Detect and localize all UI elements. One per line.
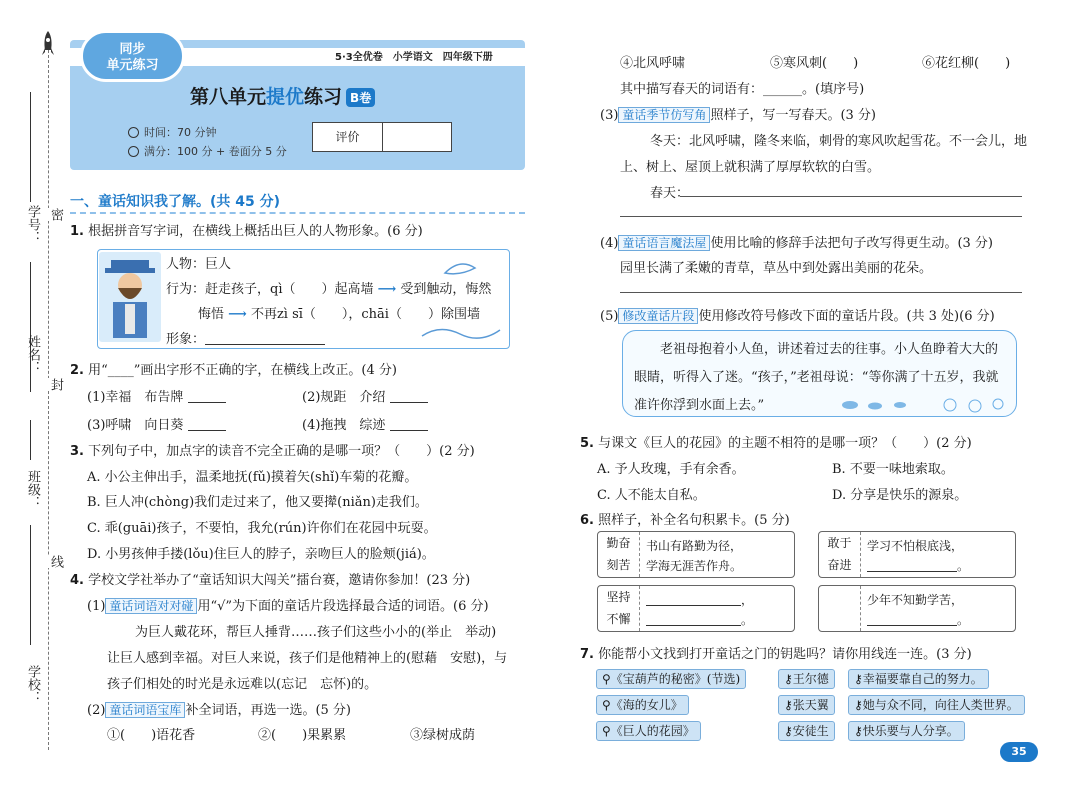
q5-stem: [580, 432, 972, 451]
key-icon: ⚷: [784, 672, 793, 686]
author-key-2[interactable]: [778, 695, 835, 715]
cut-mark-2: 封: [48, 378, 63, 391]
q2-item-4: [302, 414, 428, 433]
time-text: 时间：70 分钟: [144, 126, 217, 139]
author-key-3[interactable]: [778, 721, 835, 741]
q1-text: 根据拼音写字词，在横线上概括出巨人的人物形象。(6 分): [88, 224, 423, 239]
q4-s2-tag: 童话词语宝库: [105, 702, 185, 718]
q4-s3-tag: 童话季节仿写角: [618, 107, 710, 123]
q7-stem: [580, 643, 972, 662]
metaphor-answer-line[interactable]: [620, 292, 1022, 293]
key-icon: ⚷: [854, 698, 863, 712]
q4-s3-winter-2: 上、树上、屋顶上就积满了厚厚软软的白雪。: [620, 160, 881, 175]
q6-stem: [580, 509, 790, 528]
q4-text: 学校文学社举办了“童话知识大闯关”擂台赛，邀请你参加！(23 分): [88, 573, 471, 588]
q2-blank-2[interactable]: [390, 391, 428, 403]
theme-2: 她与众不同，向往人类世界。: [862, 698, 1019, 712]
q4-s1-p1: 为巨人戴花环，帮巨人捶背……孩子们这些小小的(举止 举动): [135, 625, 497, 640]
q1-row3: [198, 303, 480, 322]
card-3-right: [646, 590, 753, 630]
series-label: 5·3全优卷 小学语文 四年级下册: [335, 52, 493, 63]
q4-s4-tag: 童话语言魔法屋: [618, 235, 710, 251]
q2-stem: [70, 359, 397, 378]
q5-option-d[interactable]: D. 分享是快乐的源泉。: [832, 488, 968, 503]
card-4-blank[interactable]: [867, 614, 957, 626]
theme-3: 快乐要与人分享。: [862, 724, 959, 738]
book-key-1[interactable]: [596, 669, 746, 689]
key-icon: ⚷: [854, 724, 863, 738]
q4-s4-text: 使用比喻的修辞手法把句子改写得更生动。(3 分): [710, 236, 993, 251]
fish-shell-icon: [830, 397, 1010, 413]
quote-card-2: [818, 531, 1016, 578]
quote-card-3: [597, 585, 795, 632]
eval-label: 评价: [313, 123, 383, 151]
q1-num: 1.: [70, 224, 84, 239]
title-badge: B卷: [346, 88, 375, 107]
q4-s2-item-3: ③绿树成荫: [410, 728, 476, 743]
unit-badge: [80, 30, 185, 82]
section-divider: [70, 212, 525, 214]
q1-row1: 人物：巨人: [166, 257, 232, 272]
q4-s1-p2: 让巨人感到幸福。对巨人来说，孩子们是他精神上的(慰藉 安慰)，与: [107, 651, 508, 666]
q1-row3b: 不再zì sī（ ），chāi（ ）除围墙: [250, 307, 480, 322]
card-3-left: [598, 586, 640, 631]
giant-illustration: [99, 252, 161, 342]
card-3-r1: ，: [741, 593, 754, 607]
q4-s5-text: 使用修改符号修改下面的童话片段。(共 3 处)(6 分): [698, 309, 995, 324]
score-info: [128, 143, 287, 159]
q4-s1-tag: 童话词语对对碰: [105, 598, 197, 614]
id-label: 学号：: [25, 205, 40, 244]
card-2-r2-line[interactable]: [867, 556, 969, 576]
q1-row2: [166, 278, 491, 297]
q1-row4-label: 形象：: [166, 332, 206, 347]
key-icon: ⚷: [854, 672, 863, 686]
card-1-left: [598, 532, 640, 577]
q4-stem: [70, 569, 470, 588]
card-2-l2: 奋进: [827, 558, 852, 572]
author-2: 张天翼: [792, 698, 829, 712]
arrow-icon: ⟶: [228, 307, 247, 322]
card-1-l1: 勤奋: [606, 536, 631, 550]
q1-answer-line[interactable]: [205, 333, 325, 345]
vine-icon: [420, 322, 505, 342]
name-label: 姓名：: [25, 335, 40, 374]
class-label: 班级：: [25, 470, 40, 509]
q5-option-b[interactable]: B. 不要一味地索取。: [832, 462, 954, 477]
card-1-r2: 学海无涯苦作舟。: [646, 559, 743, 573]
section-title: 一、童话知识我了解。(共 45 分): [70, 194, 281, 210]
q2-item-2-text: (2)规距 介绍: [302, 390, 386, 405]
card-4-r1: 少年不知勤学苦，: [867, 593, 964, 607]
score-text: 满分：100 分 + 卷面分 5 分: [144, 145, 287, 158]
book-2: 《海的女儿》: [610, 698, 683, 712]
q4-s2-fill[interactable]: 其中描写春天的词语有：______。(填序号): [620, 82, 865, 97]
q4-s2-item-2[interactable]: ②( )果累累: [258, 728, 347, 743]
q4-s5-pre: (5): [600, 309, 619, 324]
q5-option-c[interactable]: C. 人不能太自私。: [597, 488, 706, 503]
q4-s2-text: 补全词语，再选一选。(5 分): [185, 703, 351, 718]
book-key-3[interactable]: [596, 721, 701, 741]
title-part-b: 提优: [266, 86, 305, 108]
q4-s5-p1[interactable]: 老祖母抱着小人鱼，讲述着过去的往事。小人鱼睁着大大的: [660, 342, 999, 357]
check-icon: [128, 146, 139, 157]
q1-row3a: 悔悟: [198, 307, 225, 322]
q4-s3-spring: 春天：: [650, 186, 690, 201]
q1-row2a: 行为：赶走孩子，qì（ ）起高墙: [166, 282, 374, 297]
quote-card-1: [597, 531, 795, 578]
card-2-blank[interactable]: [867, 560, 957, 572]
id-blank[interactable]: [30, 92, 31, 202]
q4-s2-item-4: ④北风呼啸: [620, 56, 686, 71]
spring-answer-line-1[interactable]: [680, 196, 1022, 197]
arrow-icon: ⟶: [377, 282, 397, 297]
key-icon: ⚲: [602, 672, 611, 686]
q3-text: 下列句子中，加点字的读音不完全正确的是哪一项？（ ）(2 分): [88, 444, 475, 459]
clock-icon: [128, 127, 139, 138]
title-part-a: 第八单元: [190, 86, 267, 108]
key-icon: ⚲: [602, 724, 611, 738]
q2-text: 用“____”画出字形不正确的字，在横线上改正。(4 分): [88, 363, 397, 378]
card-3-r2-line[interactable]: [646, 610, 753, 630]
q7-num: 7.: [580, 647, 594, 662]
q4-s1-pre: (1): [87, 599, 106, 614]
card-4-right: [867, 590, 969, 630]
class-blank[interactable]: [30, 420, 31, 460]
badge-line-2: 单元练习: [106, 58, 159, 73]
q4-s5-tag: 修改童话片段: [618, 308, 698, 324]
q4-s2-pre: (2): [87, 703, 106, 718]
q4-s2-item-6[interactable]: ⑥花红柳( ): [922, 56, 1011, 71]
card-2-l1: 敢于: [827, 536, 852, 550]
q6-num: 6.: [580, 513, 594, 528]
card-1-l2: 刻苦: [606, 558, 631, 572]
q3-option-a[interactable]: A. 小公主伸出手，温柔地抚(fǔ)摸着矢(shǐ)车菊的花瓣。: [87, 470, 418, 485]
q2-item-4-text: (4)拖拽 综迹: [302, 418, 386, 433]
page-title: [190, 82, 375, 109]
card-2-right: [867, 536, 969, 576]
q4-sub4: [600, 232, 993, 251]
card-2-r1: 学习不怕根底浅，: [867, 539, 964, 553]
card-4-left[interactable]: [819, 586, 861, 631]
leaf-icon: [440, 258, 500, 278]
title-part-c: 练习: [304, 86, 343, 108]
key-icon: ⚲: [602, 698, 611, 712]
card-1-r1: 书山有路勤为径，: [646, 539, 743, 553]
q4-s4-sentence: 园里长满了柔嫩的青草，草丛中到处露出美丽的花朵。: [620, 261, 933, 276]
q4-s3-winter-1: 冬天：北风呼啸，隆冬来临，刺骨的寒风吹起雪花。不一会儿，地: [650, 134, 1028, 149]
q7-text: 你能帮小文找到打开童话之门的钥匙吗？请你用线连一连。(3 分): [598, 647, 972, 662]
card-2-r2: 。: [957, 559, 970, 573]
cut-mark-3: 线: [48, 555, 63, 568]
author-1: 王尔德: [792, 672, 829, 686]
q4-sub5: [600, 305, 995, 324]
page-number: 35: [1000, 742, 1038, 762]
q2-item-1-text: (1)幸福 布告牌: [87, 390, 184, 405]
q2-item-1: [87, 386, 226, 405]
card-3-r2: 。: [741, 613, 754, 627]
cut-mark-1: 密: [48, 208, 63, 221]
key-icon: ⚷: [784, 698, 793, 712]
q5-text: 与课文《巨人的花园》的主题不相符的是哪一项？（ ）(2 分): [598, 436, 972, 451]
q4-s3-text: 照样子，写一写春天。(3 分): [710, 108, 876, 123]
q1-row2b: 受到触动，悔然: [400, 282, 492, 297]
q2-item-2: [302, 386, 428, 405]
book-key-2[interactable]: [596, 695, 689, 715]
card-3-l2: 不懈: [606, 612, 631, 626]
q4-s4-pre: (4): [600, 236, 619, 251]
author-key-1[interactable]: [778, 669, 835, 689]
q5-option-a[interactable]: A. 予人玫瑰，手有余香。: [597, 462, 745, 477]
time-info: [128, 124, 217, 140]
q4-sub2: [87, 699, 351, 718]
q4-s5-p3[interactable]: 准许你浮到水面上去。”: [634, 398, 765, 413]
author-3: 安徒生: [792, 724, 829, 738]
giant-icon: [99, 252, 161, 342]
card-2-left: [819, 532, 861, 577]
theme-key-3[interactable]: [848, 721, 965, 741]
key-icon: ⚷: [784, 724, 793, 738]
q2-num: 2.: [70, 363, 84, 378]
card-3-l1: 坚持: [606, 590, 631, 604]
quote-card-4: [818, 585, 1016, 632]
q1-row4: [166, 328, 325, 347]
q6-text: 照样子，补全名句积累卡。(5 分): [598, 513, 790, 528]
card-3-r1-line[interactable]: [646, 590, 753, 610]
q3-option-d[interactable]: D. 小男孩伸手搂(lǒu)住巨人的脖子，亲吻巨人的脸颊(jiá)。: [87, 547, 435, 562]
theme-1: 幸福要靠自己的努力。: [862, 672, 983, 686]
binding-margin: [0, 0, 63, 785]
q2-blank-3[interactable]: [188, 419, 226, 431]
book-1: 《宝葫芦的秘密》(节选): [610, 672, 741, 686]
q5-num: 5.: [580, 436, 594, 451]
theme-key-2[interactable]: [848, 695, 1025, 715]
q4-sub3: [600, 104, 876, 123]
card-3-blank-1[interactable]: [646, 594, 741, 606]
card-4-r2-line[interactable]: [867, 610, 969, 630]
school-label: 学校：: [25, 665, 40, 704]
q3-num: 3.: [70, 444, 84, 459]
q4-s2-item-5[interactable]: ⑤寒风刺( ): [770, 56, 859, 71]
card-4-r2: 。: [957, 613, 970, 627]
q2-item-3: [87, 414, 226, 433]
theme-key-1[interactable]: [848, 669, 989, 689]
spring-answer-line-2[interactable]: [620, 216, 1022, 217]
q3-stem: [70, 440, 475, 459]
school-blank[interactable]: [30, 525, 31, 645]
q4-s1-p3: 孩子们相处的时光是永远难以(忘记 忘怀)的。: [107, 677, 378, 692]
q4-s2-item-1[interactable]: ①( )语花香: [107, 728, 196, 743]
q4-sub1: [87, 595, 489, 614]
q3-option-b[interactable]: B. 巨人冲(chòng)我们走过来了，他又要撵(niǎn)走我们。: [87, 495, 428, 510]
q3-option-c[interactable]: C. 乖(guāi)孩子，不要怕，我允(rún)许你们在花园中玩耍。: [87, 521, 437, 536]
cut-line: [48, 50, 49, 750]
q4-s5-p2[interactable]: 眼睛，听得入了迷。“孩子，”老祖母说：“等你满了十五岁，我就: [634, 370, 999, 385]
q1-stem: [70, 220, 423, 239]
card-3-blank-2[interactable]: [646, 614, 741, 626]
q2-blank-1[interactable]: [188, 391, 226, 403]
q4-num: 4.: [70, 573, 84, 588]
q4-s3-pre: (3): [600, 108, 619, 123]
card-1-right: [646, 536, 742, 576]
badge-line-1: 同步: [119, 42, 146, 57]
book-3: 《巨人的花园》: [610, 724, 695, 738]
q4-s1-text: 用“√”为下面的童话片段选择最合适的词语。(6 分): [197, 599, 489, 614]
evaluation-box: [312, 122, 452, 152]
q2-item-3-text: (3)呼啸 向日葵: [87, 418, 184, 433]
q2-blank-4[interactable]: [390, 419, 428, 431]
